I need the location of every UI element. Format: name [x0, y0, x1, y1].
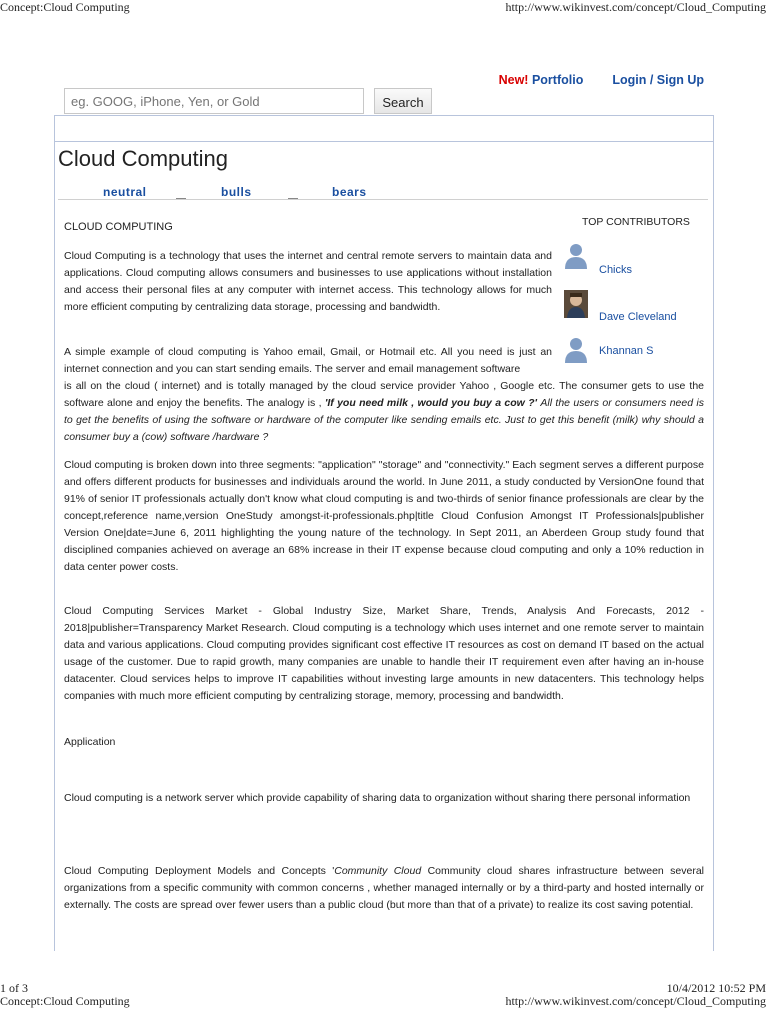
login-link[interactable]: Login [612, 73, 647, 87]
deployment-intro: Cloud Computing Deployment Models and Concepts ' [64, 865, 335, 877]
paragraph-application: Application [64, 736, 116, 748]
search-button[interactable]: Search [374, 88, 432, 114]
contributor-name[interactable]: Khannan S [599, 345, 654, 357]
default-user-icon[interactable] [564, 336, 588, 364]
analogy-quote: 'If you need milk , would you buy a cow ?' [324, 397, 538, 409]
portfolio-link[interactable]: Portfolio [531, 73, 584, 87]
print-header-url: http://www.wikinvest.com/concept/Cloud_Computing [505, 0, 766, 14]
search-input[interactable] [64, 88, 364, 114]
contributor-photo[interactable] [564, 290, 588, 318]
example-text: is all on the cloud ( internet) and is totally managed by the cloud service provider Yahoo , Google etc. The consumer gets to use the software alone and enjoy the benefits. The analogy is , [64, 380, 704, 409]
print-footer-page: 1 of 3 [0, 981, 28, 995]
contributor-name[interactable]: Dave Cleveland [599, 311, 677, 323]
nav-separator: / [649, 73, 654, 87]
tab-divider [288, 198, 298, 199]
contributors-title: TOP CONTRIBUTORS [582, 216, 690, 228]
paragraph-network-server: Cloud computing is a network server which provide capability of sharing data to organization without sharing there personal information [64, 792, 691, 804]
paragraph-example: A simple example of cloud computing is Yahoo email, Gmail, or Hotmail etc. All you need is just an internet connection and you can start sending emails. The server and email management software [64, 346, 552, 375]
paragraph-segments: Cloud computing is broken down into three segments: "application" "storage" and "connectivity." Each segment serves a different purpose and offers different products for businesses and individuals around the world. In June 2011, a study conducted by VersionOne found that 91% of senior IT professionals actually don't know what cloud computing is and two-thirds of senior finance professionals are clear by the concept,reference name,version OneStudy amongst-it-professionals.php|title Cloud Confusion Amongst IT Professionals|publisher Version One|date=June 6, 2011 highlighting the young nature of the technology. In Sept 2011, an Aberdeen Group study found that disciplined companies achieved on average an 68% increase in their IT expense because cloud computing and only a 10% reduction in data center power costs. [64, 459, 704, 573]
paragraph-example-cont [64, 378, 704, 446]
paragraph-deployment [64, 863, 704, 914]
section-heading: CLOUD COMPUTING [64, 221, 173, 233]
community-cloud-term: Community Cloud [334, 865, 422, 877]
print-footer-title: Concept:Cloud Computing [0, 994, 130, 1008]
default-user-icon[interactable] [564, 242, 588, 270]
print-footer-url: http://www.wikinvest.com/concept/Cloud_Computing [505, 994, 766, 1008]
content-frame-right [713, 141, 714, 951]
tab-bears[interactable]: bears [328, 185, 371, 199]
analogy-explanation: All the users or consumers need is to get the benefits of using the software or hardware of the computer like sending emails etc. Just to get this benefit (milk) why should a consumer buy a (cow) software /hardware ? [64, 397, 704, 443]
deployment-text: Community cloud shares infrastructure between several organizations from a specific community with common concerns , whether managed internally or by a third-party and hosted internally or externally. The costs are spread over fewer users than a public cloud (but more than that of a private) to realize its cost saving potential. [64, 865, 704, 911]
new-badge: New! [498, 73, 529, 87]
tab-bulls[interactable]: bulls [217, 185, 256, 199]
tab-divider [176, 198, 186, 199]
tab-neutral[interactable]: neutral [99, 185, 151, 199]
print-footer-datetime: 10/4/2012 10:52 PM [666, 981, 766, 995]
top-nav [499, 73, 704, 87]
content-frame-left [54, 141, 55, 951]
print-header-title: Concept:Cloud Computing [0, 0, 130, 14]
signup-link[interactable]: Sign Up [656, 73, 704, 87]
paragraph-market: Cloud Computing Services Market - Global Industry Size, Market Share, Trends, Analysis And Forecasts, 2012 - 2018|publisher=Transparency Market Research. Cloud computing is a technology which uses internet and one remote server to maintain data and various applications. Cloud computing provides significant cost effective IT resources as cost on demand IT based on the actual usage of the customer. Due to rapid growth, many companies are unable to handle their IT requirement even after having an in-house datacenter. Cloud services helps to improve IT capabilities without investing large amounts in new datacenters. This technology helps companies with much more efficient computing by centralizing storage, memory, processing and bandwidth. [64, 605, 704, 702]
page-title: Cloud Computing [58, 146, 228, 171]
tabs-underline [58, 199, 708, 200]
paragraph-intro: Cloud Computing is a technology that uses the internet and central remote servers to maintain data and applications. Cloud computing allows consumers and businesses to use applications without installation and access their personal files at any computer with internet access. This technology allows for much more efficient computing by centralizing data storage, processing and bandwidth. [64, 250, 552, 313]
content-frame-top [54, 115, 714, 142]
contributor-name[interactable]: Chicks [599, 264, 633, 276]
